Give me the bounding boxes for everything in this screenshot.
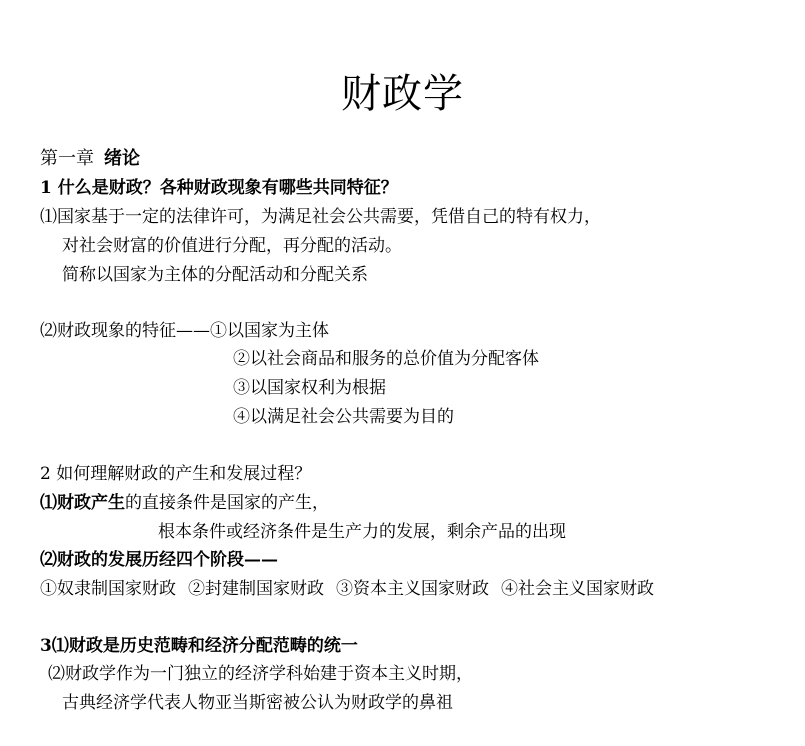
q3-p3: 古典经济学代表人物亚当斯密被公认为财政学的鼻祖 [62, 693, 453, 713]
stage-item: ①奴隶制国家财政 [40, 579, 176, 599]
stage-item: ④社会主义国家财政 [501, 579, 654, 599]
q2-p1-line1 [40, 492, 329, 514]
chapter-number: 第一章 [40, 148, 94, 169]
q3-p1: 3⑴财政是历史范畴和经济分配范畴的统一 [40, 636, 358, 656]
feature-item: ③以国家权利为根据 [233, 378, 386, 398]
stage-item: ②封建制国家财政 [188, 579, 324, 599]
q1-heading: 1 什么是财政？各种财政现象有哪些共同特征？ [40, 178, 398, 198]
q2-p1-line2: 根本条件或经济条件是生产力的发展，剩余产品的出现 [158, 522, 566, 542]
stages-list [40, 578, 654, 600]
feature-item: ②以社会商品和服务的总价值为分配客体 [233, 349, 539, 369]
feature-item: ④以满足社会公共需要为目的 [233, 407, 454, 427]
q3-p2: ⑵财政学作为一门独立的经济学科始建于资本主义时期， [48, 664, 473, 684]
chapter-heading [40, 148, 140, 170]
q2-p1-rest: 的直接条件是国家的产生， [125, 493, 329, 513]
q1-p1-line1: ⑴国家基于一定的法律许可，为满足社会公共需要，凭借自己的特有权力， [40, 207, 601, 227]
chapter-name: 绪论 [104, 148, 140, 169]
features-label: ⑵财政现象的特征—— [40, 321, 210, 341]
q2-p2: ⑵财政的发展历经四个阶段—— [40, 550, 278, 570]
q2-heading: 2 如何理解财政的产生和发展过程？ [40, 464, 312, 484]
q1-p2-line1 [40, 320, 329, 342]
stage-item: ③资本主义国家财政 [336, 579, 489, 599]
q2-p1-label: ⑴财政产生 [40, 493, 125, 513]
feature-item: ①以国家为主体 [210, 321, 329, 341]
document-title: 财政学 [341, 71, 464, 117]
q1-p1-line2: 对社会财富的价值进行分配，再分配的活动。 [62, 236, 402, 256]
q1-p1-line3: 简称以国家为主体的分配活动和分配关系 [62, 265, 368, 285]
